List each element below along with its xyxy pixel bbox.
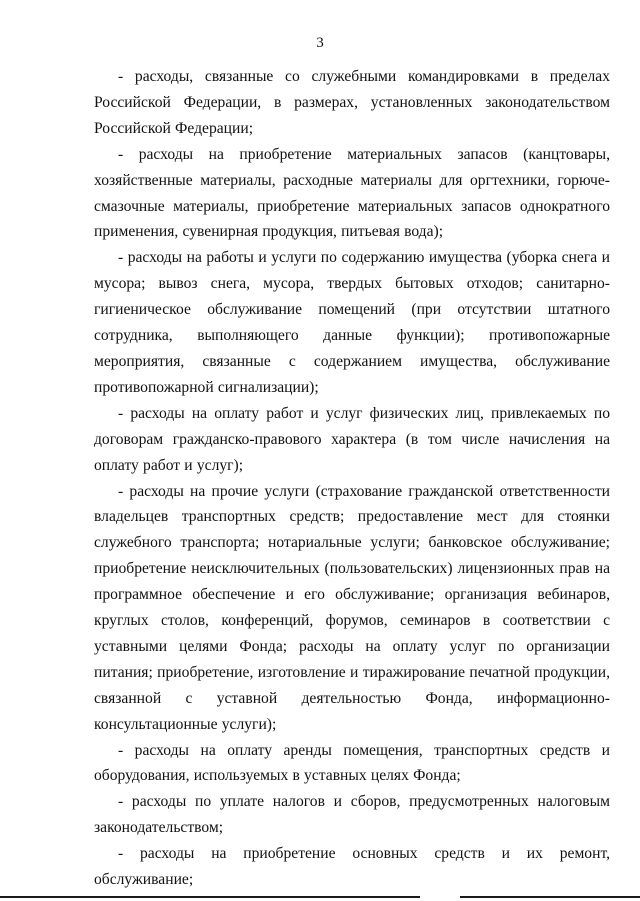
paragraph-taxes: - расходы по уплате налогов и сборов, предусмотренных налоговым законодательством; (94, 793, 610, 837)
page-bottom-edge (0, 896, 640, 898)
paragraph-material-supplies: - расходы на приобретение материальных запасов (канцтовары, хозяйственные материалы, расходные материалы для оргтехники, горюче-смазочные материалы, приобретение материальных запасов однократного применения, сувенирная продукция, питьевая вода); (94, 145, 610, 241)
paragraph-other-services: - расходы на прочие услуги (страхование гражданской ответственности владельцев транспортных средств; предоставление мест для стоянки служебного транспорта; нотариальные услуги; банковское обслуживание; приобретение неисключительных (пользовательских) лицензионных прав на программное обеспечение и его обслуживание; организация вебинаров, круглых столов, конференций, форумов, семинаров в соответствии с уставными целями Фонда; расходы на оплату услуг по организации питания; приобретение, изготовление и тиражирование печатной продукции, связанной с уставной деятельностью Фонда, информационно-консультационные услуги); (94, 482, 610, 733)
page-bottom-edge-gap (420, 896, 460, 898)
paragraph-contract-services: - расходы на оплату работ и услуг физических лиц, привлекаемых по договорам гражданско-правового характера (в том числе начисления на оплату работ и услуг); (94, 404, 610, 474)
paragraph-fixed-assets: - расходы на приобретение основных средств и их ремонт, обслуживание; (94, 845, 610, 889)
page-number: 3 (316, 35, 324, 51)
paragraph-business-trips: - расходы, связанные со служебными командировками в пределах Российской Федерации, в размерах, установленных законодательством Российской Федерации; (94, 68, 610, 137)
paragraph-property-maintenance: - расходы на работы и услуги по содержанию имущества (уборка снега и мусора; вывоз снега, мусора, твердых бытовых отходов; санитарно-гигиеническое обслуживание помещений (при отсутствии штатного сотрудника, выполняющего данные функции); противопожарные мероприятия, связанные с содержанием имущества, обслуживание противопожарной сигнализации); (94, 249, 610, 396)
document-body (94, 64, 610, 893)
paragraph-rent: - расходы на оплату аренды помещения, транспортных средств и оборудования, используемых в уставных целях Фонда; (94, 741, 610, 785)
